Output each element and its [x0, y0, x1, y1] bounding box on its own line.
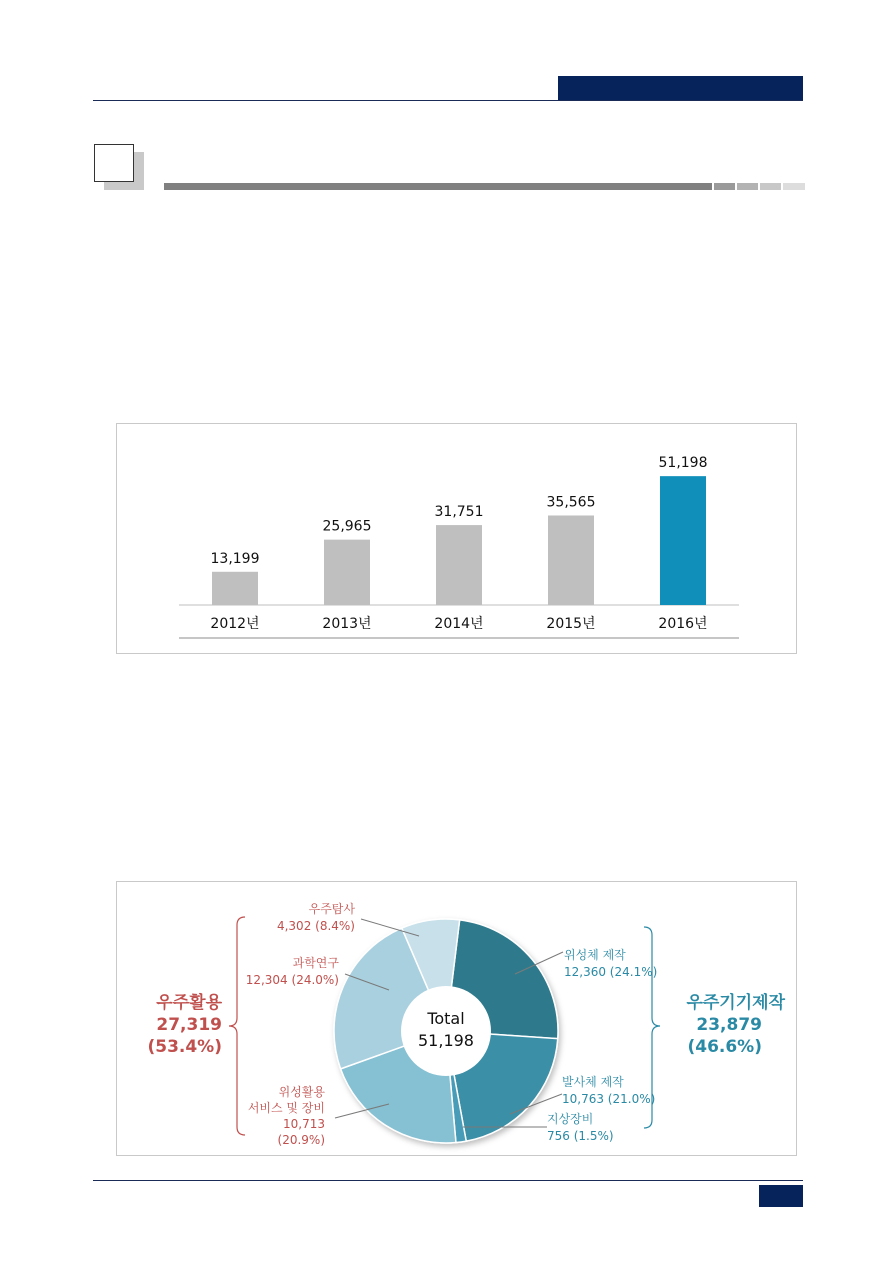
- label-ground-value: 756 (1.5%): [547, 1129, 614, 1143]
- label-service-name-1: 위성활용: [278, 1085, 325, 1099]
- bar-chart-panel: [116, 423, 797, 654]
- donut-chart: [117, 882, 796, 1155]
- bar-2: [436, 525, 482, 605]
- bar-value-label-1: 25,965: [322, 518, 372, 535]
- section-box: [94, 144, 134, 182]
- bar-value-label-2: 31,751: [434, 504, 484, 521]
- label-service-pct: (20.9%): [277, 1133, 325, 1147]
- section-bar-segment-2: [737, 183, 758, 190]
- bar-category-label-3: 2015년: [546, 616, 596, 632]
- footer-tab: [759, 1185, 803, 1207]
- bar-0: [212, 572, 258, 605]
- section-bar-segment-3: [760, 183, 781, 190]
- label-launch-name: 발사체 제작: [562, 1075, 624, 1089]
- header-tab: [558, 76, 803, 100]
- group-right-value: 23,879: [696, 1015, 762, 1035]
- group-right-name: 우주기기제작: [686, 993, 785, 1013]
- bar-category-label-4: 2016년: [658, 616, 708, 632]
- bar-category-label-2: 2014년: [434, 616, 484, 632]
- section-bar: [164, 183, 712, 190]
- label-ground-name: 지상장비: [547, 1112, 594, 1126]
- footer-rule: [93, 1180, 803, 1181]
- bar-category-label-1: 2013년: [322, 616, 372, 632]
- section-bar-segment-4: [783, 183, 805, 190]
- group-left-name: 우주활용: [156, 993, 222, 1013]
- header-rule: [93, 100, 803, 101]
- bar-category-label-0: 2012년: [210, 616, 260, 632]
- bar-3: [548, 515, 594, 605]
- bar-chart: [117, 424, 796, 653]
- label-science-value: 12,304 (24.0%): [245, 973, 339, 987]
- label-satellite-value: 12,360 (24.1%): [564, 965, 658, 979]
- bar-1: [324, 540, 370, 605]
- donut-center-label: Total: [427, 1009, 465, 1028]
- donut-chart-panel: [116, 881, 797, 1156]
- donut-center-value: 51,198: [418, 1031, 474, 1050]
- label-science-name: 과학연구: [292, 956, 339, 970]
- bar-4: [660, 476, 706, 605]
- label-launch-value: 10,763 (21.0%): [562, 1092, 656, 1106]
- group-right-percent: (46.6%): [687, 1037, 762, 1057]
- label-service-name-2: 서비스 및 장비: [247, 1101, 325, 1115]
- label-service-value: 10,713: [283, 1117, 325, 1131]
- bar-value-label-3: 35,565: [546, 494, 596, 511]
- group-bracket-left: [229, 917, 245, 1135]
- section-bar-segment-1: [714, 183, 735, 190]
- group-left-value: 27,319: [156, 1015, 222, 1035]
- label-explore-value: 4,302 (8.4%): [276, 919, 355, 933]
- label-explore-name: 우주탐사: [308, 902, 355, 916]
- bar-value-label-0: 13,199: [210, 550, 260, 567]
- bar-value-label-4: 51,198: [658, 455, 708, 472]
- group-left-percent: (53.4%): [147, 1037, 222, 1057]
- label-satellite-name: 위성체 제작: [564, 948, 626, 962]
